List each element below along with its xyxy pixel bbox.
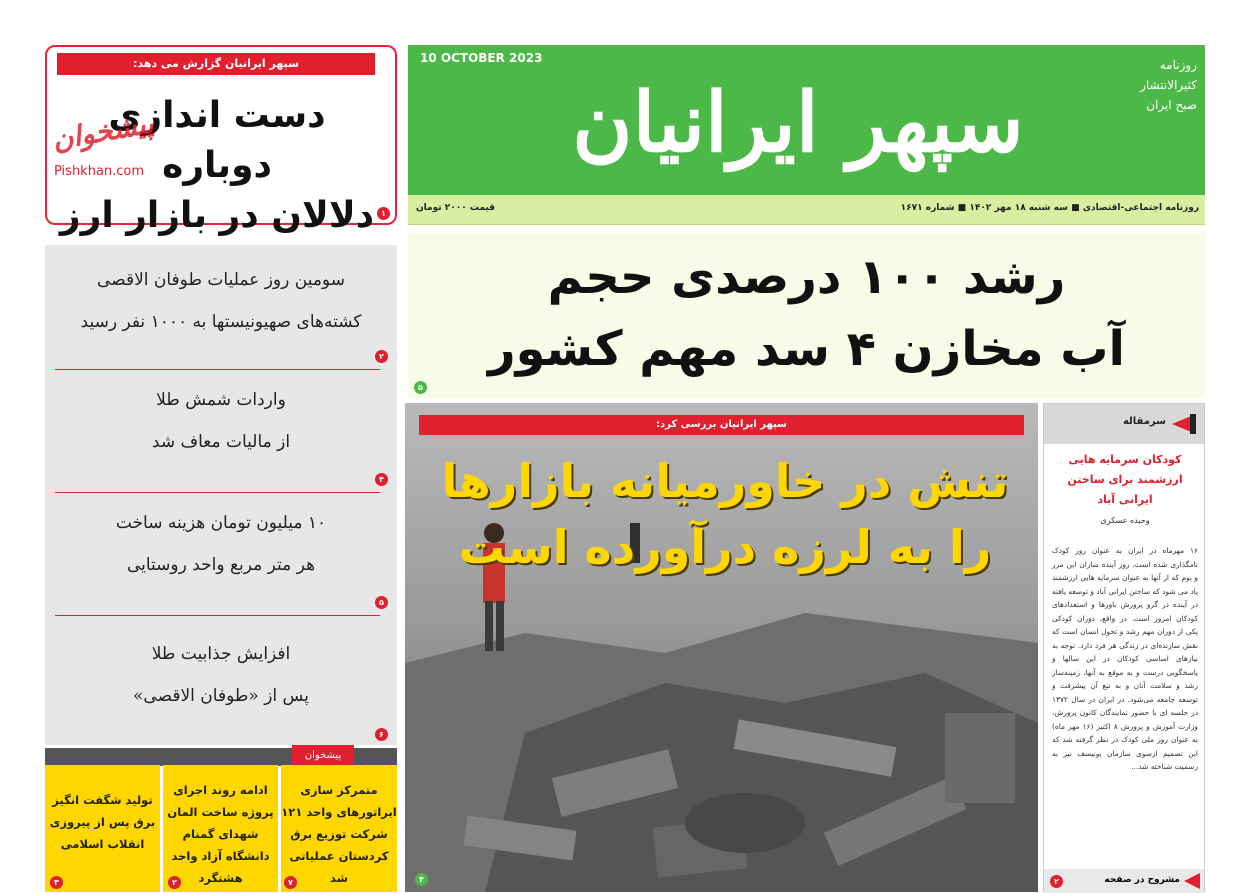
divider [55, 369, 380, 370]
pishkhan-item-3-number: ۳ [50, 876, 63, 889]
left-story-3-number: ۵ [375, 596, 388, 609]
masthead-info-bar [408, 195, 1205, 225]
left-story-4-line1: افزایش جذابیت طلا [151, 644, 291, 664]
left-story-2-line2: از مالیات معاف شد [151, 432, 291, 452]
left-story-3-line2: هر متر مربع واحد روستایی [126, 555, 316, 575]
photo-story[interactable] [405, 403, 1038, 892]
divider [55, 615, 380, 616]
left-story-3-line1: ۱۰ میلیون تومان هزینه ساخت [115, 513, 327, 533]
editorial-body: ۱۶ مهرماه در ایران به عنوان روز کودک نامگذاری شده است، روز آینده سازان این مرز و بوم که از آنها به عنوان سرمایه هایی ارزشمند یاد می شود که ساختن ایرانی آباد و توسعه یافته در آینده در گرو پرورش باورها و استعدادهای کودکان امروز است. در واقع، دوران کودکی یکی از دوران مهم رشد و تحول انسان است که نقش سازنده‌ای در زندگی هر فرد دارد. توجه به نیازهای اساسی کودکان در این سالها و پاسخگویی درست و به موقع به آنها، زمینه‌ساز رشد و سلامت آنان و به تبع آن پیشرفت و توسعه جامعه می‌شود. در ایران در سال ۱۳۷۲ در جلسه ای با حضور نمایندگان کانون پرورش، وزارت آموزش و پرورش ۸ اکتبر (۱۶ مهر ماه) به عنوان روز ملی کودک در نظر گرفته شد که این تصمیم ازسوی سازمان یونیسف نیز به رسمیت شناخته شد... [1052, 546, 1198, 771]
newspaper-logo[interactable]: سپهر ایرانیان [572, 75, 1024, 171]
main-headline-line2: آب مخازن ۴ سد مهم کشور [488, 321, 1125, 377]
main-headline [408, 241, 1205, 385]
issue-price: قیمت ۲۰۰۰ تومان [416, 203, 496, 213]
editorial-column[interactable] [1043, 403, 1205, 892]
left-story-2-line1: واردات شمش طلا [156, 390, 286, 410]
masthead-date: 10 OCTOBER 2023 [420, 51, 543, 65]
photo-story-number: ۴ [415, 873, 428, 886]
editorial-footer-label: مشروح در صفحه [1104, 875, 1180, 885]
photo-story-headline-line1: تنش در خاورمیانه بازارها [441, 454, 1009, 508]
pishkhan-item-2[interactable] [163, 765, 278, 892]
left-story-1-line2: کشته‌های صهیونیستها به ۱۰۰۰ نفر رسید [80, 312, 362, 332]
top-story-strip: سپهر ایرانیان گزارش می دهد: [57, 53, 375, 75]
left-story-1-number: ۲ [375, 350, 388, 363]
left-story-2-number: ۴ [375, 473, 388, 486]
divider [55, 492, 380, 493]
left-story-2[interactable] [55, 379, 387, 463]
left-story-4-number: ۶ [375, 728, 388, 741]
main-headline-box[interactable] [408, 233, 1205, 398]
main-headline-line1: رشد ۱۰۰ درصدی حجم [547, 249, 1066, 305]
left-story-4-line2: پس از «طوفان الاقصی» [133, 686, 309, 706]
photo-story-headline [425, 448, 1025, 580]
main-headline-number: ۵ [414, 381, 427, 394]
photo-story-headline-line2: را به لرزه درآورده است [458, 520, 992, 574]
pishkhan-item-2-number: ۲ [168, 876, 181, 889]
editorial-author: وحیده عسکری [1100, 516, 1150, 525]
left-story-1[interactable] [55, 259, 387, 343]
pishkhan-item-3[interactable] [45, 765, 160, 892]
issue-info: روزنامه اجتماعی-اقتصادی ■ سه شنبه ۱۸ مهر ۱۴۰۲ ■ شماره ۱۶۷۱ [900, 203, 1199, 213]
masthead [408, 45, 1205, 195]
left-story-4[interactable] [55, 633, 387, 717]
editorial-title[interactable]: کودکان سرمایه هایی ارزشمند برای ساختن ایرانی آباد [1067, 453, 1183, 506]
top-story-headline-line1: دست اندازی دوباره [108, 95, 326, 186]
pishkhan-tab[interactable]: پیشخوان [292, 745, 354, 767]
masthead-tagline [1107, 55, 1197, 115]
triangle-icon [1170, 414, 1196, 434]
masthead-tagline-1: روزنامه [1159, 58, 1197, 72]
pishkhan-item-1-number: ۷ [284, 876, 297, 889]
pishkhan-item-3-text: تولید شگفت انگیز برق پس از پیروزی انقلاب اسلامی [49, 793, 156, 851]
masthead-tagline-3: صبح ایران [1146, 98, 1197, 112]
editorial-header [1044, 404, 1204, 444]
photo-story-strip: سپهر ایرانیان بررسی کرد: [419, 415, 1024, 435]
left-story-3[interactable] [55, 502, 387, 586]
left-news-column [45, 245, 397, 745]
editorial-label: سرمقاله [1122, 416, 1166, 427]
top-story-number: ۱ [377, 207, 390, 220]
watermark-logo: پیشخوان [49, 106, 157, 157]
editorial-footer-number: ۲ [1050, 875, 1063, 888]
pishkhan-item-1[interactable] [281, 765, 397, 892]
watermark-domain: Pishkhan.com [54, 164, 145, 179]
pishkhan-item-1-text: متمرکز سازی ایراتورهای واحد ۱۲۱ شرکت توزیع برق کردستان عملیاتی شد [281, 783, 397, 885]
editorial-footer[interactable] [1044, 869, 1204, 893]
top-story-headline-line2: دلالان در بازار ارز [59, 195, 375, 236]
masthead-tagline-2: کثیرالانتشار [1140, 78, 1197, 92]
triangle-icon [1184, 873, 1200, 889]
pishkhan-item-2-text: ادامه روند اجرای پروژه ساخت المان شهدای گمنام دانشگاه آزاد واحد هشتگرد [167, 783, 274, 885]
left-story-1-line1: سومین روز عملیات طوفان الاقصی [97, 270, 345, 290]
